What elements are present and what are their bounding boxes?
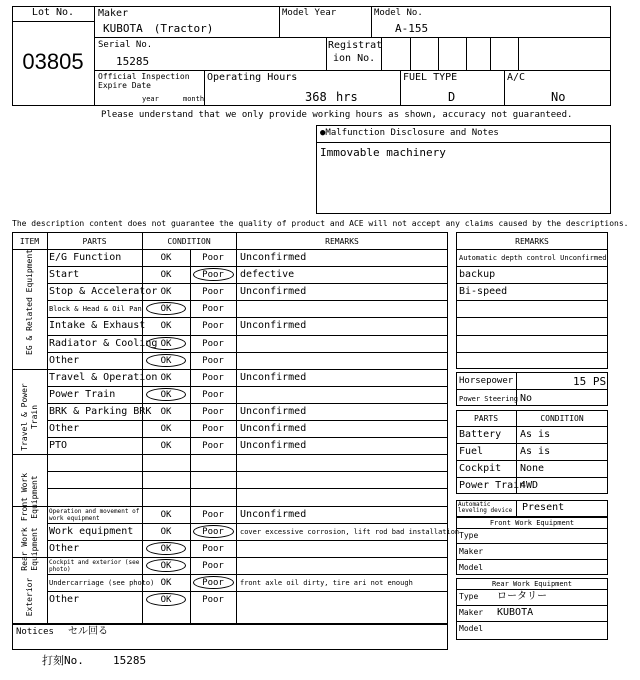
year-label: year bbox=[142, 95, 159, 103]
table-row-remark: cover excessive corrosion, lift rod bad installation bbox=[240, 527, 460, 536]
table-row-divider bbox=[47, 386, 448, 387]
parts-row-divider bbox=[456, 477, 608, 478]
front-divider-3 bbox=[456, 559, 608, 560]
table-row-part: Other bbox=[49, 542, 80, 554]
condition-ok: OK bbox=[160, 372, 172, 383]
table-row-remark: Unconfirmed bbox=[240, 423, 307, 434]
table-row-divider bbox=[12, 557, 448, 558]
table-row-divider bbox=[47, 420, 448, 421]
condition-ok: OK bbox=[160, 355, 172, 366]
parts-row-part: Battery bbox=[459, 429, 502, 440]
right-remarks-divider bbox=[456, 335, 608, 336]
table-row-divider bbox=[12, 369, 448, 370]
table-header-divider bbox=[12, 249, 448, 250]
notices-value: セル回る bbox=[68, 626, 108, 637]
condition-poor: Poor bbox=[202, 424, 224, 434]
parts-row-condition: 4WD bbox=[520, 480, 539, 491]
condition-poor-circle bbox=[193, 576, 234, 589]
condition-ok: OK bbox=[160, 287, 172, 298]
condition-ok: OK bbox=[160, 253, 172, 263]
rear-divider-1 bbox=[456, 589, 608, 590]
serial-divider bbox=[326, 37, 327, 70]
condition-ok: OK bbox=[160, 389, 172, 400]
condition-poor-circle bbox=[193, 525, 234, 538]
condition-ok: OK bbox=[160, 338, 172, 349]
month-label: month bbox=[183, 95, 205, 103]
condition-poor: Poor bbox=[202, 526, 224, 537]
table-row-divider bbox=[47, 591, 448, 592]
maker-value: KUBOTA (Tractor) bbox=[103, 22, 214, 35]
hours-label: Operating Hours bbox=[207, 72, 298, 83]
condition-ok: OK bbox=[160, 595, 172, 605]
fuel-divider bbox=[504, 70, 505, 106]
table-row-divider bbox=[47, 352, 448, 353]
condition-ok: OK bbox=[160, 424, 172, 434]
model-no-label: Model No. bbox=[374, 8, 423, 18]
condition-ok: OK bbox=[160, 304, 172, 315]
specs-divider bbox=[456, 389, 608, 390]
table-row-divider bbox=[47, 540, 448, 541]
condition-poor: Poor bbox=[202, 304, 224, 315]
stamp-label: 打刻No. bbox=[42, 654, 84, 667]
lot-label: Lot No. bbox=[31, 7, 75, 18]
table-row-part: Undercarriage (see photo) bbox=[49, 578, 155, 587]
serial-label: Serial No. bbox=[98, 40, 153, 50]
condition-ok-circle bbox=[146, 593, 186, 606]
reg-col-2 bbox=[410, 37, 411, 70]
condition-poor: Poor bbox=[202, 595, 224, 605]
header-row-divider-1 bbox=[94, 37, 611, 38]
right-remarks-divider bbox=[456, 352, 608, 353]
inspection-divider bbox=[204, 70, 205, 106]
table-row-remark: Unconfirmed bbox=[240, 405, 307, 417]
condition-header: CONDITION bbox=[540, 414, 584, 423]
registration-label-1: Registrat bbox=[328, 40, 383, 51]
header-row-divider-2 bbox=[94, 70, 611, 71]
fuel-value: D bbox=[448, 90, 456, 104]
malfunction-box bbox=[316, 125, 611, 214]
table-row-divider bbox=[12, 454, 448, 455]
model-no-divider bbox=[371, 6, 372, 37]
horsepower-value: 15 PS bbox=[573, 375, 607, 388]
parts-row-condition: None bbox=[520, 463, 545, 474]
parts-row-condition: As is bbox=[520, 429, 551, 440]
table-row-part: BRK & Parking BRK bbox=[49, 405, 152, 417]
lot-divider bbox=[94, 6, 95, 106]
rear-equipment-title: Rear Work Equipment bbox=[491, 580, 573, 588]
table-row-divider bbox=[47, 300, 448, 301]
table-row-part: Travel & Operation bbox=[49, 371, 158, 383]
hours-value: 368 bbox=[305, 90, 327, 104]
parts-row-part: Cockpit bbox=[459, 463, 502, 474]
table-row-remark: Unconfirmed bbox=[240, 252, 307, 263]
table-row-part: E/G Function bbox=[49, 252, 122, 263]
condition-ok: OK bbox=[160, 441, 172, 452]
condition-poor: Poor bbox=[202, 543, 224, 554]
malfunction-title: ●Malfunction Disclosure and Notes bbox=[320, 128, 499, 138]
rear-divider-3 bbox=[456, 621, 608, 622]
rear-maker-value: KUBOTA bbox=[497, 607, 534, 618]
table-row-divider bbox=[47, 266, 448, 267]
condition-poor: Poor bbox=[202, 577, 224, 588]
inspection-label-2: Expire Date bbox=[98, 81, 151, 90]
front-equipment-title: Front Work Equipment bbox=[489, 519, 575, 527]
condition-ok: OK bbox=[160, 560, 172, 571]
front-model-label: Model bbox=[459, 563, 484, 572]
leveling-label: Automatic leveling device bbox=[458, 501, 513, 514]
rear-type-label: Type bbox=[459, 592, 479, 601]
malfunction-title-divider bbox=[316, 142, 611, 143]
table-row-divider bbox=[47, 317, 448, 318]
reg-col-3 bbox=[438, 37, 439, 70]
power-steering-value: No bbox=[520, 393, 533, 404]
leveling-value: Present bbox=[522, 502, 565, 513]
condition-poor: Poor bbox=[202, 389, 224, 400]
table-row-divider bbox=[47, 335, 448, 336]
table-row-part: Operation and movement of work equipment bbox=[49, 507, 140, 522]
stamp-value: 15285 bbox=[113, 654, 147, 667]
col-header-item: ITEM bbox=[19, 237, 40, 246]
model-no-value: A-155 bbox=[395, 22, 429, 35]
table-row-remark: Unconfirmed bbox=[240, 320, 307, 332]
leveling-divider bbox=[516, 500, 517, 517]
right-remarks-divider bbox=[456, 249, 608, 250]
parts-row-part: Power Train bbox=[459, 480, 526, 491]
parts-row-divider bbox=[456, 443, 608, 444]
horsepower-label: Horsepower bbox=[459, 376, 514, 386]
hours-divider bbox=[400, 70, 401, 106]
condition-poor: Poor bbox=[202, 338, 224, 349]
table-row-part: Work equipment bbox=[49, 525, 134, 537]
parts-header: PARTS bbox=[473, 414, 499, 423]
table-row-remark: defective bbox=[240, 269, 295, 281]
lot-number: 03805 bbox=[22, 49, 84, 74]
notices-label: Notices bbox=[16, 627, 54, 637]
table-row-part: Other bbox=[49, 423, 80, 434]
table-row-divider bbox=[47, 471, 448, 472]
condition-ok: OK bbox=[160, 509, 172, 520]
condition-ok-circle bbox=[146, 559, 186, 572]
table-row-part: PTO bbox=[49, 440, 68, 452]
condition-poor: Poor bbox=[202, 287, 224, 298]
table-row-part: Other bbox=[49, 594, 80, 605]
table-row-divider bbox=[47, 403, 448, 404]
group-label-rear: Rear Work Equipment bbox=[20, 527, 39, 571]
right-remarks-divider bbox=[456, 300, 608, 301]
table-row-part: Other bbox=[49, 354, 80, 366]
front-divider-2 bbox=[456, 543, 608, 544]
parts-row-divider bbox=[456, 426, 608, 427]
table-row-part: Block & Head & Oil Pan bbox=[49, 305, 142, 314]
power-steering-label: Power Steering bbox=[459, 395, 519, 403]
table-row-remark: front axle oil dirty, tire ari not enough bbox=[240, 578, 413, 587]
condition-poor: Poor bbox=[202, 270, 224, 281]
col-header-condition: CONDITION bbox=[167, 237, 211, 246]
condition-ok: OK bbox=[160, 406, 172, 417]
condition-ok: OK bbox=[160, 543, 172, 554]
table-row-remark: Unconfirmed bbox=[240, 371, 307, 383]
malfunction-text: Immovable machinery bbox=[320, 146, 446, 159]
group-label-exterior: Exterior bbox=[25, 577, 34, 617]
condition-poor: Poor bbox=[202, 372, 224, 383]
table-row-remark: Unconfirmed bbox=[240, 286, 307, 298]
right-remark-line: Automatic depth control Unconfirmed bbox=[459, 254, 607, 262]
condition-ok-circle bbox=[146, 337, 186, 350]
condition-poor: Poor bbox=[202, 560, 224, 571]
right-remark-line: Bi-speed bbox=[459, 286, 508, 298]
right-remarks-divider bbox=[456, 317, 608, 318]
front-maker-label: Maker bbox=[459, 547, 484, 556]
condition-poor: Poor bbox=[202, 509, 224, 520]
condition-poor-circle bbox=[193, 268, 234, 281]
condition-ok: OK bbox=[160, 321, 172, 332]
serial-value: 15285 bbox=[116, 55, 150, 68]
right-remarks-divider bbox=[456, 283, 608, 284]
model-year-label: Model Year bbox=[282, 8, 337, 18]
right-remarks-divider bbox=[456, 266, 608, 267]
condition-ok: OK bbox=[160, 526, 172, 537]
rear-maker-label: Maker bbox=[459, 608, 484, 617]
fuel-label: FUEL TYPE bbox=[403, 72, 458, 83]
condition-ok-circle bbox=[146, 542, 186, 555]
condition-poor: Poor bbox=[202, 406, 224, 417]
maker-label: Maker bbox=[98, 8, 129, 19]
table-row-divider bbox=[47, 574, 448, 575]
table-row-part: Power Train bbox=[49, 388, 116, 400]
condition-ok: OK bbox=[160, 577, 172, 588]
col-header-remarks: REMARKS bbox=[325, 237, 359, 246]
condition-poor: Poor bbox=[202, 441, 224, 452]
ac-value: No bbox=[551, 90, 566, 104]
table-row-divider bbox=[47, 523, 448, 524]
disclaimer: The description content does not guarantee the quality of product and ACE will not accept any claims caused by the descriptions. bbox=[12, 219, 629, 228]
parts-row-condition: As is bbox=[520, 446, 551, 457]
table-row-part: Intake & Exhaust bbox=[49, 320, 146, 332]
right-remark-line: backup bbox=[459, 269, 496, 281]
col-divider-remarks bbox=[236, 232, 237, 624]
table-row-part: Cockpit and exterior (see photo) bbox=[49, 558, 140, 573]
rear-type-value: ロータリー bbox=[497, 591, 547, 602]
table-row-divider bbox=[12, 506, 448, 507]
front-type-label: Type bbox=[459, 531, 479, 540]
parts-row-part: Fuel bbox=[459, 446, 484, 457]
group-label-eg: EG & Related Equipment bbox=[25, 249, 34, 355]
group-label-travel: Travel & Power Train bbox=[20, 383, 39, 451]
condition-poor: Poor bbox=[202, 321, 224, 332]
parts-row-divider bbox=[456, 460, 608, 461]
table-row-divider bbox=[47, 488, 448, 489]
condition-poor: Poor bbox=[202, 253, 224, 263]
inspection-label-1: Official Inspection bbox=[98, 72, 190, 81]
table-row-remark: Unconfirmed bbox=[240, 508, 307, 520]
reg-col-6 bbox=[518, 37, 519, 70]
hours-unit: hrs bbox=[336, 90, 358, 104]
table-row-divider bbox=[47, 283, 448, 284]
rear-divider-2 bbox=[456, 605, 608, 606]
col-header-parts: PARTS bbox=[82, 237, 107, 246]
condition-ok: OK bbox=[160, 270, 172, 281]
model-year-divider bbox=[279, 6, 280, 37]
col-divider-item bbox=[47, 232, 48, 624]
table-row-remark: Unconfirmed bbox=[240, 440, 307, 452]
condition-ok-circle bbox=[146, 354, 186, 367]
table-row-part: Stop & Accelerator bbox=[49, 286, 158, 298]
lot-label-divider bbox=[12, 21, 94, 22]
hours-notice: Please understand that we only provide working hours as shown, accuracy not guaranteed. bbox=[101, 110, 573, 120]
table-row-part: Radiator & Cooling bbox=[49, 337, 158, 349]
registration-label-2: ion No. bbox=[333, 53, 376, 64]
table-row-divider bbox=[47, 437, 448, 438]
ac-label: A/C bbox=[507, 72, 526, 83]
rear-model-label: Model bbox=[459, 624, 484, 633]
condition-ok-circle bbox=[146, 388, 186, 401]
front-divider-1 bbox=[456, 528, 608, 529]
right-remarks-title: REMARKS bbox=[515, 237, 549, 246]
reg-col-5 bbox=[490, 37, 491, 70]
condition-poor: Poor bbox=[202, 355, 224, 366]
reg-col-4 bbox=[466, 37, 467, 70]
table-row-part: Start bbox=[49, 269, 80, 281]
group-label-front: Front Work Equipment bbox=[20, 472, 39, 522]
